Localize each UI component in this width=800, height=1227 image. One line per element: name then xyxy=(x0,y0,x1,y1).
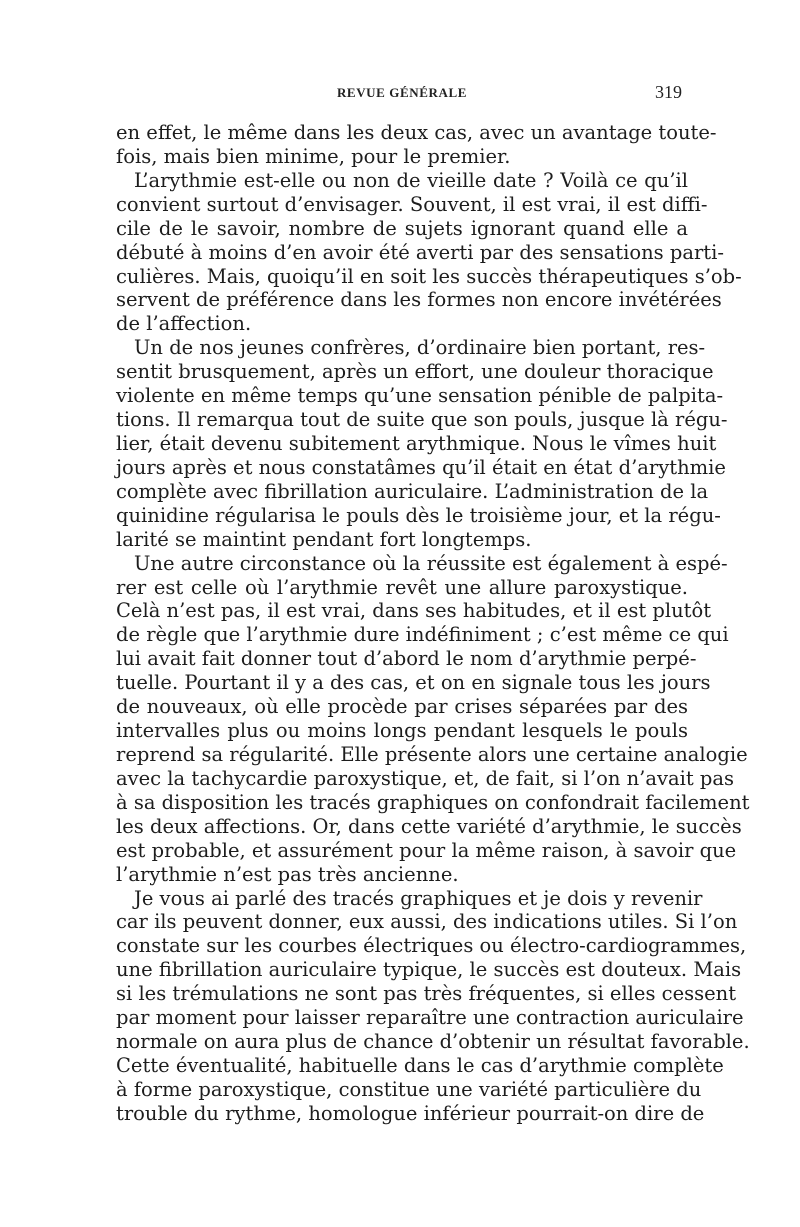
text-line: intervalles plus ou moins longs pendant lesquels le pouls xyxy=(116,719,688,743)
text-line: quinidine régularisa le pouls dès le troisième jour, et la régu- xyxy=(116,503,721,527)
body-text xyxy=(116,121,750,1126)
text-line: à sa disposition les tracés graphiques on confondrait facilement xyxy=(116,790,750,814)
text-line: Cette éventualité, habituelle dans le cas d’arythmie complète xyxy=(116,1053,724,1077)
text-line: complète avec fibrillation auriculaire. L’administration de la xyxy=(116,479,709,503)
text-line: jours après et nous constatâmes qu’il était en état d’arythmie xyxy=(116,455,726,479)
text-line: servent de préférence dans les formes non encore invétérées xyxy=(116,288,722,312)
text-line: culières. Mais, quoiqu’il en soit les succès thérapeutiques s’ob- xyxy=(116,264,742,288)
text-line: Je vous ai parlé des tracés graphiques et je dois y revenir xyxy=(134,886,703,910)
text-line: de règle que l’arythmie dure indéfiniment ; c’est même ce qui xyxy=(116,623,729,647)
page-number: 319 xyxy=(655,82,682,102)
text-line: l’arythmie n’est pas très ancienne. xyxy=(116,862,459,886)
text-line: tuelle. Pourtant il y a des cas, et on en signale tous les jours xyxy=(116,671,711,695)
text-line: tions. Il remarqua tout de suite que son pouls, jusque là régu- xyxy=(116,408,728,432)
text-line: si les trémulations ne sont pas très fréquentes, si elles cessent xyxy=(116,982,737,1006)
text-line: fois, mais bien minime, pour le premier. xyxy=(116,144,511,168)
text-line: lui avait fait donner tout d’abord le nom d’arythmie perpé- xyxy=(116,647,697,671)
text-line: de l’affection. xyxy=(116,312,252,336)
running-head xyxy=(116,82,688,104)
running-title: REVUE GÉNÉRALE xyxy=(336,85,468,100)
text-line: de nouveaux, où elle procède par crises séparées par des xyxy=(116,695,688,719)
text-line: larité se maintint pendant fort longtemps. xyxy=(116,527,532,551)
text-line: est probable, et assurément pour la même raison, à savoir que xyxy=(116,838,737,862)
text-line: Un de nos jeunes confrères, d’ordinaire bien portant, res- xyxy=(134,336,706,360)
text-line: L’arythmie est-elle ou non de vieille date ? Voilà ce qu’il xyxy=(134,168,688,192)
text-line: lier, était devenu subitement arythmique. Nous le vîmes huit xyxy=(116,431,717,455)
text-line: reprend sa régularité. Elle présente alors une certaine analogie xyxy=(116,742,748,766)
text-line: Une autre circonstance où la réussite est également à espé- xyxy=(134,551,728,575)
text-line: cile de le savoir, nombre de sujets ignorant quand elle a xyxy=(116,216,688,240)
text-line: convient surtout d’envisager. Souvent, il est vrai, il est diffi- xyxy=(116,192,708,216)
text-line: avec la tachycardie paroxystique, et, de fait, si l’on n’avait pas xyxy=(116,766,734,790)
text-line: rer est celle où l’arythmie revêt une allure paroxystique. xyxy=(116,575,688,599)
text-line: en effet, le même dans les deux cas, avec un avantage toute- xyxy=(116,121,717,144)
text-line: sentit brusquement, après un effort, une douleur thoracique xyxy=(116,360,714,384)
text-line: les deux affections. Or, dans cette variété d’arythmie, le succès xyxy=(116,814,742,838)
text-line: à forme paroxystique, constitue une variété particulière du xyxy=(116,1077,702,1101)
text-line: normale on aura plus de chance d’obtenir un résultat favorable. xyxy=(116,1030,750,1054)
text-line: par moment pour laisser reparaître une contraction auriculaire xyxy=(116,1006,744,1030)
text-line: violente en même temps qu’une sensation pénible de palpita- xyxy=(116,384,724,408)
text-line: Celà n’est pas, il est vrai, dans ses habitudes, et il est plutôt xyxy=(116,599,712,623)
text-line: une fibrillation auriculaire typique, le succès est douteux. Mais xyxy=(116,958,742,982)
text-line: car ils peuvent donner, eux aussi, des indications utiles. Si l’on xyxy=(116,910,738,934)
text-line: trouble du rythme, homologue inférieur pourrait-on dire de xyxy=(116,1101,705,1125)
text-line: débuté à moins d’en avoir été averti par des sensations parti- xyxy=(116,240,724,264)
text-line: constate sur les courbes électriques ou électro-cardiogrammes, xyxy=(116,934,747,958)
